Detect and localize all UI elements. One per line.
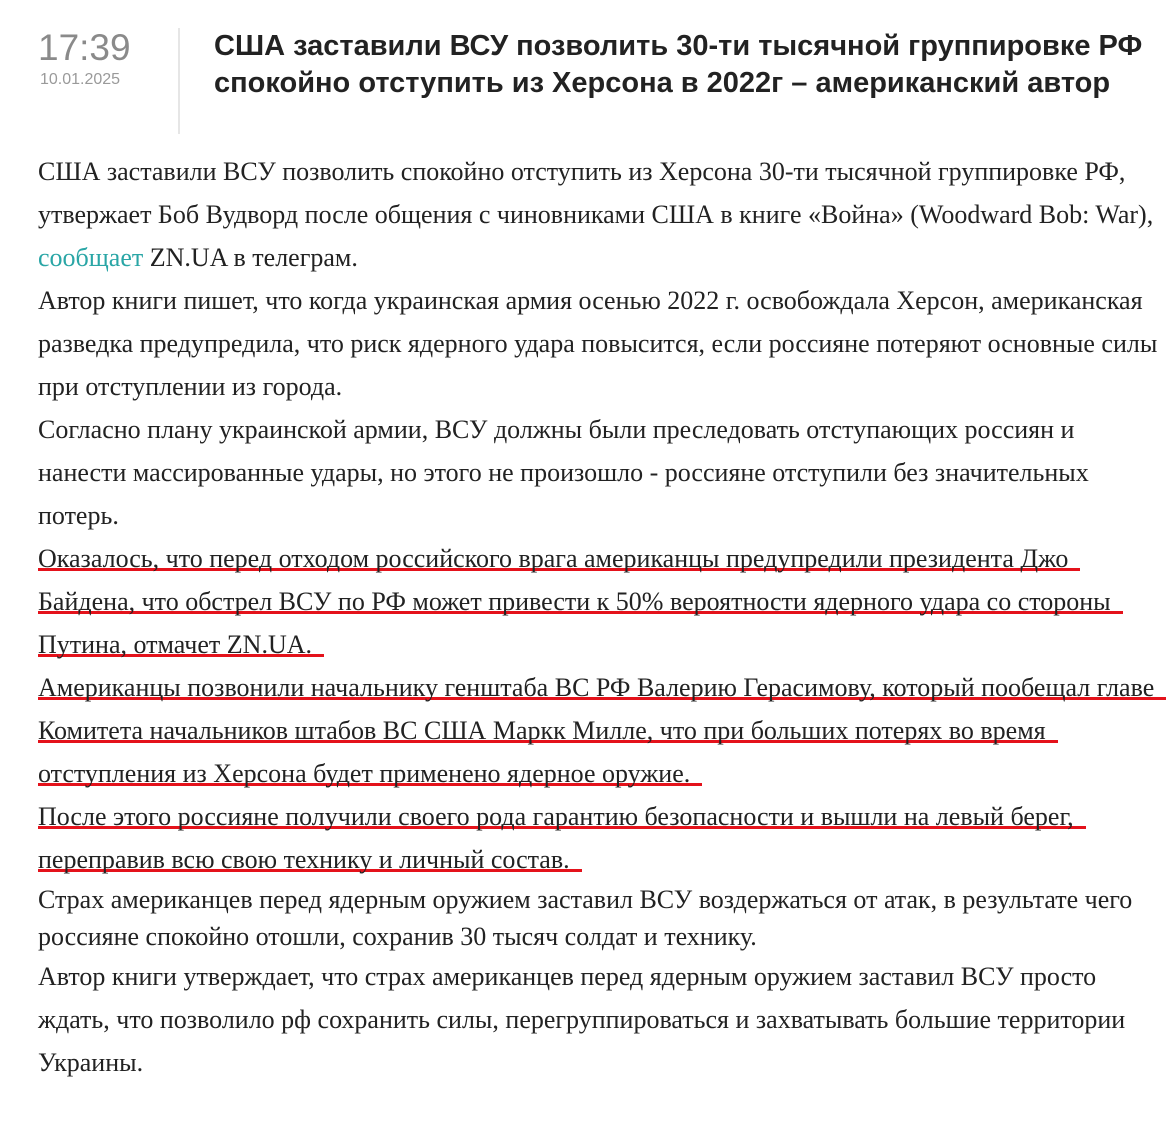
paragraph-6-highlighted	[38, 795, 1163, 881]
paragraph-2-text: Автор книги пишет, что когда украинская армия осенью 2022 г. освобождала Херсон, американская разведка предупредила, что риск ядерного удара повысится, если россияне потеряют основные силы при отступлении из города.	[38, 286, 1158, 401]
paragraph-5-highlighted	[38, 666, 1163, 795]
article-header	[0, 0, 1176, 140]
paragraph-intro	[38, 150, 1163, 279]
highlighted-text-1: Оказалось, что перед отходом российского врага американцы предупредили президента Джо Байдена, что обстрел ВСУ по РФ может привести к 50% вероятности ядерного удара со стороны Путина, отмачет ZN.UA.	[38, 544, 1123, 659]
source-link[interactable]: сообщает	[38, 243, 144, 272]
highlighted-text-3: После этого россияне получили своего рода гарантию безопасности и вышли на левый берег, переправив всю свою технику и личный состав.	[38, 802, 1086, 874]
paragraph-4-highlighted	[38, 537, 1163, 666]
highlighted-text-2: Американцы позвонили начальнику генштаба ВС РФ Валерию Герасимову, который пообещал главе Комитета начальников штабов ВС США Маркк Милле, что при больших потерях во время отступления из Херсона будет применено ядерное оружие.	[38, 673, 1166, 788]
paragraph-3	[38, 408, 1163, 537]
paragraph-3-text: Согласно плану украинской армии, ВСУ должны были преследовать отступающих россиян и нанести массированные удары, но этого не произошло - россияне отступили без значительных потерь.	[38, 415, 1089, 530]
publish-time: 17:39	[38, 27, 131, 68]
paragraph-intro-text: США заставили ВСУ позволить спокойно отступить из Херсона 30-ти тысячной группировке РФ, утвержает Боб Вудворд после общения с чиновниками США в книге «Война» (Woodward Bob: War),	[38, 157, 1154, 229]
paragraph-intro-tail: ZN.UA в телеграм.	[143, 243, 358, 272]
paragraph-8-text: Автор книги утверждает, что страх американцев перед ядерным оружием заставил ВСУ просто ждать, что позволило рф сохранить силы, перегруппироваться и захватывать большие территории Украины.	[38, 962, 1126, 1077]
paragraph-2	[38, 279, 1163, 408]
article-title: США заставили ВСУ позволить 30-ти тысячной группировке РФ спокойно отступить из Херсона в 2022г – американский автор	[214, 30, 1143, 99]
publish-date: 10.01.2025	[40, 71, 121, 88]
article-body	[38, 150, 1163, 1084]
header-divider	[178, 28, 180, 134]
paragraph-7-text: Страх американцев перед ядерным оружием заставил ВСУ воздержаться от атак, в результате чего россияне спокойно отошли, сохранив 30 тысяч солдат и технику.	[38, 885, 1133, 951]
paragraph-7	[38, 881, 1163, 955]
paragraph-8	[38, 955, 1163, 1084]
